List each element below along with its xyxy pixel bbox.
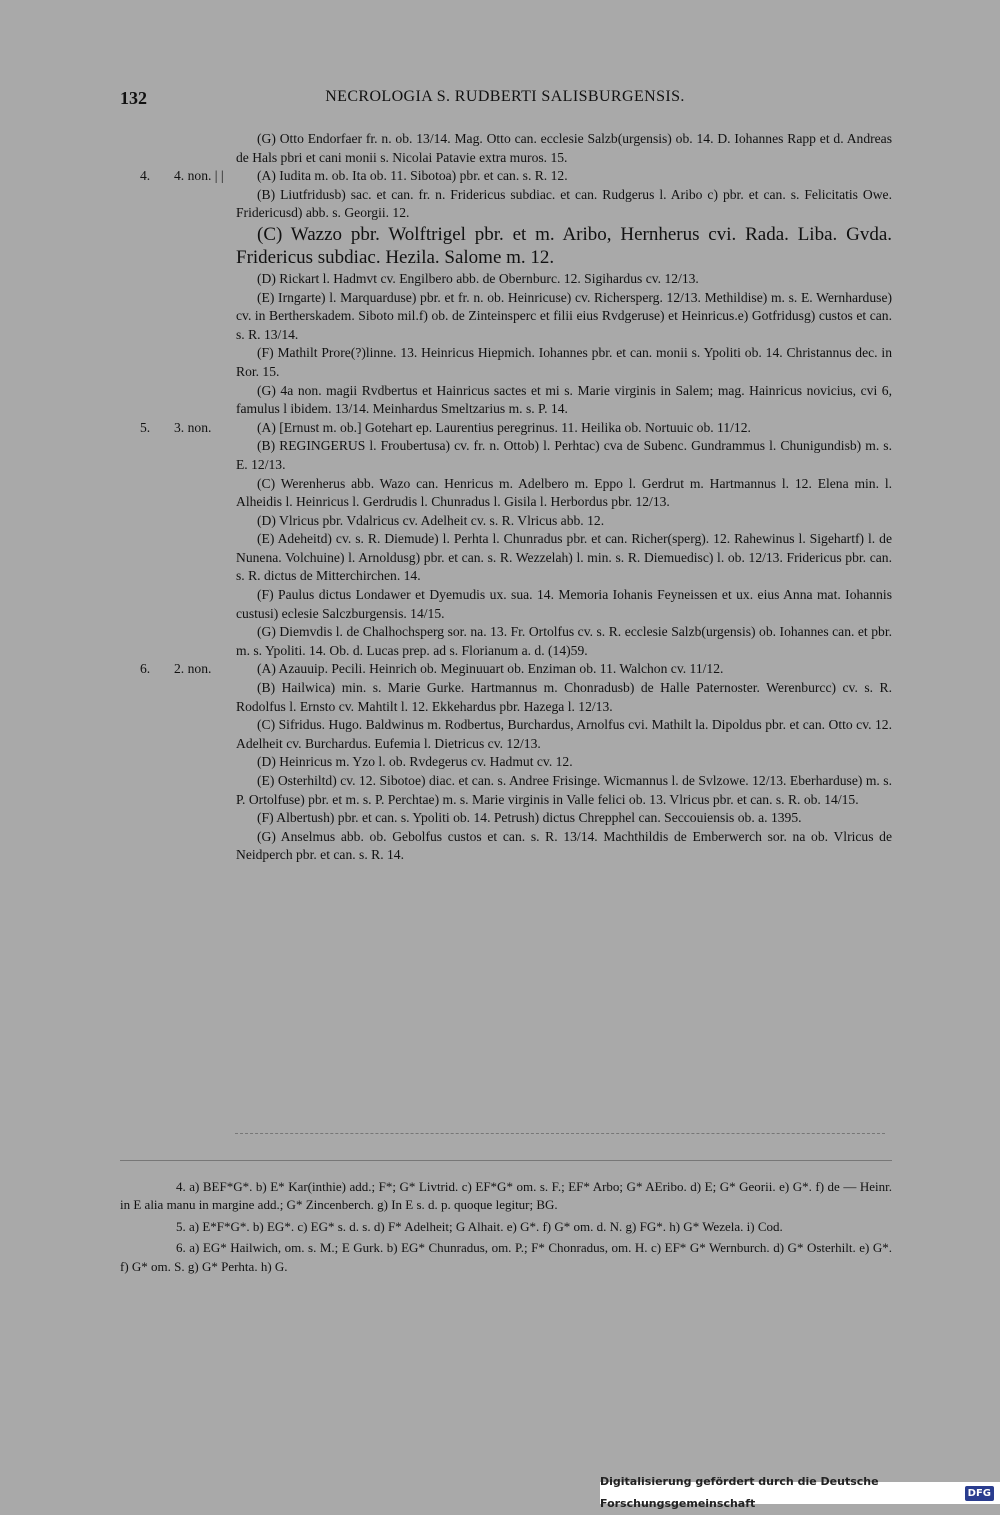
roman-date: 2. non. xyxy=(174,661,212,677)
necrology-entry xyxy=(120,223,892,270)
entry-text: (B) Hailwica) min. s. Marie Gurke. Hartmannus m. Chonradusb) de Halle Paternoster. Werenburcc) cv. s. R. Rodolfus l. Ernsto cv. Mahtilt l. 12. Ekkehardus pbr. Hazega l. 12/13. xyxy=(236,680,892,714)
entry-text: (D) Vlricus pbr. Vdalricus cv. Adelheit cv. s. R. Vlricus abb. 12. xyxy=(257,512,605,528)
necrology-entry xyxy=(120,828,892,865)
necrology-entry xyxy=(120,772,892,809)
section-divider xyxy=(235,1133,885,1134)
banner-text: Digitalisierung gefördert durch die Deutsche Forschungsgemeinschaft xyxy=(600,1475,879,1510)
necrology-entry xyxy=(120,660,892,679)
necrology-entry xyxy=(120,382,892,419)
day-number: 6. xyxy=(140,661,151,677)
necrology-entry xyxy=(120,586,892,623)
entry-text: (F) Mathilt Prore(?)linne. 13. Heinricus Hiepmich. Iohannes pbr. et can. monii s. Ypoliti ob. 14. Christannus dec. in Ror. 15. xyxy=(236,345,892,379)
necrology-entry xyxy=(120,186,892,223)
footnote-5: 5. a) E*F*G*. b) EG*. c) EG* s. d. s. d) F* Adelheit; G Alhait. e) G*. f) G* om. d. N. g) FG*. h) G* Wezela. i) Cod. xyxy=(176,1218,783,1234)
entry-text: (B) Liutfridusb) sac. et can. fr. n. Fridericus subdiac. et can. Rudgerus l. Aribo c) pbr. et can. s. Felicitatis Owe. Fridericusd) abb. s. Georgii. 12. xyxy=(236,186,892,221)
entry-text: (C) Wazzo pbr. Wolftrigel pbr. et m. Aribo, Hernherus cvi. Rada. Liba. Gvda. Fridericus subdiac. Hezila. Salome m. 12. xyxy=(236,223,892,269)
entry-text: (D) Rickart l. Hadmvt cv. Engilbero abb. de Obernburc. 12. Sigihardus cv. 12/13. xyxy=(257,270,699,286)
entry-text: (A) Azauuip. Pecili. Heinrich ob. Meginuuart ob. Enziman ob. 11. Walchon cv. 11/12. xyxy=(257,661,724,677)
necrology-entry xyxy=(120,270,892,289)
entry-text: (E) Irngarte) l. Marquarduse) pbr. et fr. n. ob. Heinricuse) cv. Richersperg. 12/13. Methildise) m. s. E. Wernharduse) cv. in Bertherskadem. Siboto mil.f) ob. de Zinteinsperc et filii eius Rvdgeruse) et Heinricus.e) Gotfridusg) custos et can. s. R. 13/14. xyxy=(236,289,892,342)
entry-text: (G) Otto Endorfaer fr. n. ob. 13/14. Mag. Otto can. ecclesie Salzb(urgensis) ob. 14. D. Iohannes Rapp et d. Andreas de Hals pbri et cani monii s. Nicolai Patavie extra muros. 15. xyxy=(236,131,892,165)
necrology-entry xyxy=(120,475,892,512)
entry-text: (B) REGINGERUS l. Froubertusa) cv. fr. n. Ottob) l. Perhtac) cva de Subenc. Gundrammus l. Chunigundisb) m. s. E. 12/13. xyxy=(236,438,892,472)
necrology-entry xyxy=(120,130,892,167)
necrology-entry xyxy=(120,437,892,474)
necrology-entry xyxy=(120,623,892,660)
footnote-6: 6. a) EG* Hailwich, om. s. M.; E Gurk. b) EG* Chunradus, om. P.; F* Chonradus, om. H. c) EF* G* Wernburch. d) G* Osterhilt. e) G*. f) G* om. S. g) G* Perhta. h) G. xyxy=(120,1240,892,1274)
necrology-entry xyxy=(120,289,892,345)
entry-text: (E) Osterhiltd) cv. 12. Sibotoe) diac. et can. s. Andree Frisinge. Wicmannus l. de Svlzowe. 12/13. Eberharduse) m. s. P. Ortolfuse) pbr. et m. s. P. Perchtae) m. s. Marie virginis in Valle felici ob. 13. Vlricus pbr. et can. s. R. ob. 14/15. xyxy=(236,773,892,807)
entry-text: (D) Heinricus m. Yzo l. ob. Rvdegerus cv. Hadmut cv. 12. xyxy=(257,754,573,770)
necrology-entries xyxy=(120,130,892,865)
entry-text: (E) Adeheitd) cv. s. R. Diemude) l. Perhta l. Chunradus pbr. et can. Richer(sperg). 12. Rahewinus l. Sigehartf) l. de Nunena. Volchuine) l. Arnoldusg) pbr. et can. s. R. Wezzelah) l. min. s. R. Diemuedisc) l. ob. 12/13. Fridericus pbr. can. s. R. dictus de Mitterchirchen. 14. xyxy=(236,531,892,584)
entry-text: (G) 4a non. magii Rvdbertus et Hainricus sactes et mi s. Marie virginis in Salem; mag. Hainricus novicius, cvi 6, famulus l ibidem. 13/14. Meinhardus Smeltzarius m. s. P. 14. xyxy=(236,382,892,417)
entry-text: (F) Albertush) pbr. et can. s. Ypoliti ob. 14. Petrush) dictus Chrepphel can. Seccouiensis ob. a. 1395. xyxy=(257,810,802,826)
necrology-entry xyxy=(120,419,892,438)
page-number: 132 xyxy=(120,88,147,108)
day-number: 4. xyxy=(140,168,151,184)
footnote-rule xyxy=(120,1160,892,1161)
dfg-logo-icon: DFG xyxy=(965,1486,994,1501)
page-header xyxy=(120,88,890,118)
roman-date: 3. non. xyxy=(174,419,212,435)
entry-text: (G) Diemvdis l. de Chalhochsperg sor. na. 13. Fr. Ortolfus cv. s. R. ecclesie Salzb(urgensis) ob. Iohannes can. et pbr. m. s. Ypoliti. 14. Ob. d. Lucas prep. ad s. Florianum a. d. (14)59. xyxy=(236,624,892,658)
necrology-entry xyxy=(120,679,892,716)
entry-text: (C) Sifridus. Hugo. Baldwinus m. Rodbertus, Burchardus, Arnolfus cvi. Mathilt la. Dipoldus pbr. et can. Otto cv. 12. Adelheit cv. Burchardus. Eufemia l. Dietricus cv. 12/13. xyxy=(236,717,892,751)
footnotes xyxy=(120,1178,892,1279)
necrology-entry xyxy=(120,809,892,828)
entry-text: (G) Anselmus abb. ob. Gebolfus custos et can. s. R. 13/14. Machthildis de Emberwerch sor. na ob. Vlricus de Neidperch pbr. et can. s. R. 14. xyxy=(236,828,892,863)
necrology-entry xyxy=(120,753,892,772)
necrology-entry xyxy=(120,167,892,186)
entry-text: (A) [Ernust m. ob.] Gotehart ep. Laurentius peregrinus. 11. Heilika ob. Nortuuic ob. 11/12. xyxy=(257,419,751,435)
entry-text: (C) Werenherus abb. Wazo can. Henricus m. Adelbero m. Eppo l. Gerdrut m. Hartmannus l. 12. Elena min. l. Alheidis l. Heinricus l. Gerdrudis l. Chunradus l. Gisila l. Herbordus pbr. 12/13. xyxy=(236,475,892,510)
entry-text: (F) Paulus dictus Londawer et Dyemudis ux. sua. 14. Memoria Iohanis Feyneissen et ux. eius Anna mat. Iohannis custusi) eclesie Salczburgensis. 14/15. xyxy=(236,587,892,621)
necrology-entry xyxy=(120,512,892,531)
necrology-entry xyxy=(120,530,892,586)
necrology-entry xyxy=(120,716,892,753)
footnote-4: 4. a) BEF*G*. b) E* Kar(inthie) add.; F*; G* Livtrid. c) EF*G* om. s. F.; EF* Arbo; G* AEribo. d) E; G* Georii. e) G*. f) de — Heinr. in E alia manu in margine add.; G* Zincenberch. g) In E s. d. p. quoque legitur; BG. xyxy=(120,1179,892,1213)
funding-banner xyxy=(600,1475,1000,1510)
entry-text: (A) Iudita m. ob. Ita ob. 11. Sibotoa) pbr. et can. s. R. 12. xyxy=(257,168,568,184)
day-number: 5. xyxy=(140,419,151,435)
running-title: NECROLOGIA S. RUDBERTI SALISBURGENSIS. xyxy=(325,88,685,105)
roman-date: 4. non. | | xyxy=(174,168,224,184)
necrology-entry xyxy=(120,344,892,381)
